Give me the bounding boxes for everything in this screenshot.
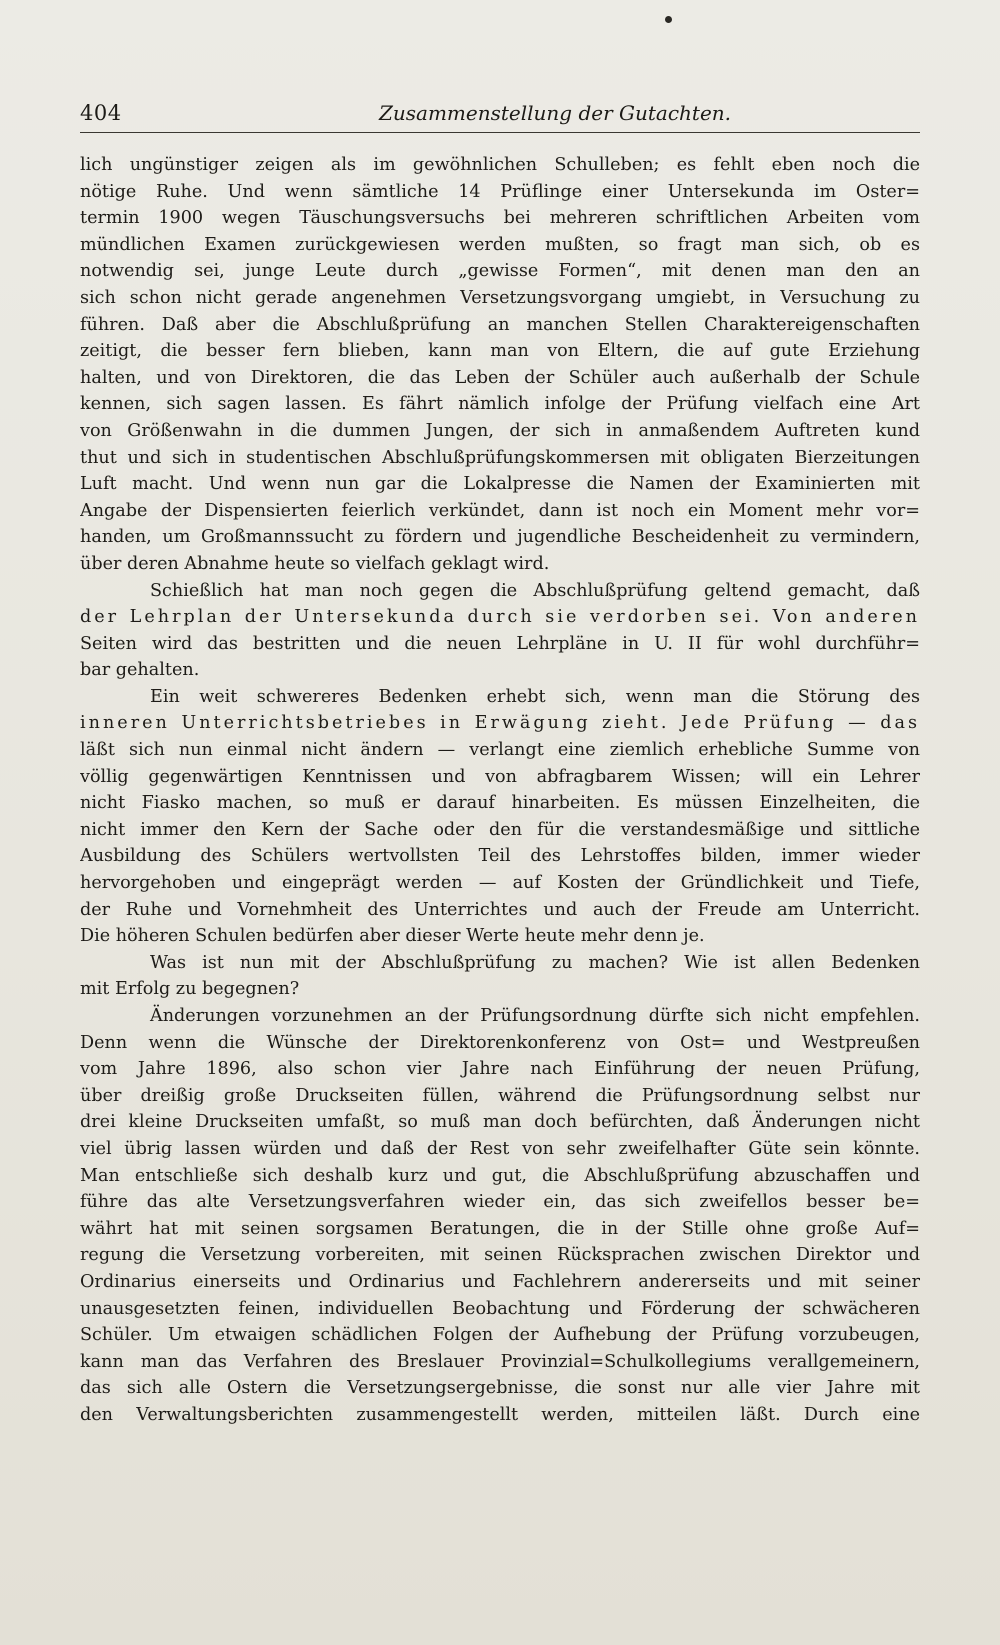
- text-line: das sich alle Ostern die Versetzungsergebnisse, die sonst nur alle vier Jahre mit: [80, 1378, 920, 1399]
- paragraph-end-line: über deren Abnahme heute so vielfach geklagt wird.: [80, 553, 550, 574]
- text-line: hervorgehoben und eingeprägt werden — auf Kosten der Gründlichkeit und Tiefe,: [80, 873, 920, 894]
- text-line: Ordinarius einerseits und Ordinarius und Fachlehrern andererseits und mit seiner: [80, 1271, 920, 1292]
- text-line: Angabe der Dispensierten feierlich verkündet, dann ist noch ein Moment mehr vor=: [80, 500, 920, 521]
- text-line: Ausbildung des Schülers wertvollsten Teil des Lehrstoffes bilden, immer wieder: [80, 846, 920, 867]
- text-line: führen. Daß aber die Abschlußprüfung an manchen Stellen Charaktereigenschaften: [80, 314, 920, 335]
- text-line: nicht Fiasko machen, so muß er darauf hinarbeiten. Es müssen Einzelheiten, die: [80, 793, 920, 814]
- text-line: nicht immer den Kern der Sache oder den für die verstandesmäßige und sittliche: [80, 819, 920, 840]
- paragraph-end-line: bar gehalten.: [80, 660, 200, 681]
- text-line: der Lehrplan der Untersekunda durch sie verdorben sei. Von anderen: [80, 607, 920, 628]
- text-line: von Größenwahn in die dummen Jungen, der sich in anmaßendem Auftreten kund: [80, 420, 920, 441]
- ink-speck: [665, 16, 672, 23]
- text-line: den Verwaltungsberichten zusammengestellt werden, mitteilen läßt. Durch eine: [80, 1404, 920, 1425]
- text-line: sich schon nicht gerade angenehmen Versetzungsvorgang umgiebt, in Versuchung zu: [80, 287, 920, 308]
- text-line: Luft macht. Und wenn nun gar die Lokalpresse die Namen der Examinierten mit: [80, 474, 920, 495]
- text-line: führe das alte Versetzungsverfahren wieder ein, das sich zweifellos besser be=: [80, 1192, 920, 1213]
- text-line: zeitigt, die besser fern blieben, kann man von Eltern, die auf gute Erziehung: [80, 341, 920, 362]
- page-number: 404: [80, 101, 122, 125]
- text-line: [80, 1429, 920, 1456]
- text-line: kennen, sich sagen lassen. Es fährt nämlich infolge der Prüfung vielfach eine Art: [80, 394, 920, 415]
- text-line: notwendig sei, junge Leute durch „gewisse Formen“, mit denen man den an: [80, 261, 920, 282]
- text-line: Man entschließe sich deshalb kurz und gut, die Abschlußprüfung abzuschaffen und: [80, 1165, 920, 1186]
- text-line: über dreißig große Druckseiten füllen, während die Prüfungsordnung selbst nur: [80, 1085, 920, 1106]
- text-line: termin 1900 wegen Täuschungsversuchs bei mehreren schriftlichen Arbeiten vom: [80, 208, 920, 229]
- paragraph-end-line: Die höheren Schulen bedürfen aber dieser Werte heute mehr denn je.: [80, 926, 705, 947]
- text-line: regung die Versetzung vorbereiten, mit seinen Rücksprachen zwischen Direktor und: [80, 1245, 920, 1266]
- paragraph-start-line: Änderungen vorzunehmen an der Prüfungsordnung dürfte sich nicht empfehlen.: [150, 1006, 920, 1026]
- text-line: thut und sich in studentischen Abschlußprüfungskommersen mit obligaten Bierzeitungen: [80, 447, 920, 468]
- text-line: nötige Ruhe. Und wenn sämtliche 14 Prüflinge einer Untersekunda im Oster=: [80, 181, 920, 202]
- text-line: vom Jahre 1896, also schon vier Jahre nach Einführung der neuen Prüfung,: [80, 1059, 920, 1080]
- text-line: läßt sich nun einmal nicht ändern — verlangt eine ziemlich erhebliche Summe von: [80, 740, 920, 761]
- text-line: viel übrig lassen würden und daß der Rest von sehr zweifelhafter Güte sein könnte.: [80, 1138, 920, 1159]
- text-line: Seiten wird das bestritten und die neuen Lehrpläne in U. II für wohl durchführ=: [80, 633, 920, 654]
- body-text: [80, 152, 920, 1455]
- text-line: mündlichen Examen zurückgewiesen werden mußten, so fragt man sich, ob es: [80, 234, 920, 255]
- text-line: unausgesetzten feinen, individuellen Beobachtung und Förderung der schwächeren: [80, 1298, 920, 1319]
- text-line: lich ungünstiger zeigen als im gewöhnlichen Schulleben; es fehlt eben noch die: [80, 155, 920, 175]
- text-line: Schüler. Um etwaigen schädlichen Folgen der Aufhebung der Prüfung vorzubeugen,: [80, 1325, 920, 1346]
- running-title: Zusammenstellung der Gutachten.: [378, 101, 732, 125]
- page-header: [80, 101, 920, 133]
- text-line: inneren Unterrichtsbetriebes in Erwägung zieht. Jede Prüfung — das: [80, 713, 920, 734]
- paragraph-start-line: Schießlich hat man noch gegen die Abschlußprüfung geltend gemacht, daß: [150, 580, 920, 601]
- text-line: Denn wenn die Wünsche der Direktorenkonferenz von Ost= und Westpreußen: [80, 1032, 920, 1053]
- paragraph-start-line: Was ist nun mit der Abschlußprüfung zu machen? Wie ist allen Bedenken: [150, 952, 920, 973]
- text-line: der Ruhe und Vornehmheit des Unterrichtes und auch der Freude am Unterricht.: [80, 899, 920, 920]
- text-line: handen, um Großmannssucht zu fördern und jugendliche Bescheidenheit zu vermindern,: [80, 527, 920, 548]
- text-line: halten, und von Direktoren, die das Leben der Schüler auch außerhalb der Schule: [80, 367, 920, 388]
- text-line: währt hat mit seinen sorgsamen Beratungen, die in der Stille ohne große Auf=: [80, 1218, 920, 1239]
- header-rule: [80, 132, 920, 133]
- text-line: drei kleine Druckseiten umfaßt, so muß man doch befürchten, daß Änderungen nicht: [80, 1112, 920, 1133]
- paragraph-start-line: Ein weit schwereres Bedenken erhebt sich, wenn man die Störung des: [150, 686, 920, 707]
- paragraph-end-line: mit Erfolg zu begegnen?: [80, 979, 300, 1000]
- text-line: kann man das Verfahren des Breslauer Provinzial=Schulkollegiums verallgemeinern,: [80, 1351, 920, 1372]
- text-line: völlig gegenwärtigen Kenntnissen und von abfragbarem Wissen; will ein Lehrer: [80, 766, 920, 787]
